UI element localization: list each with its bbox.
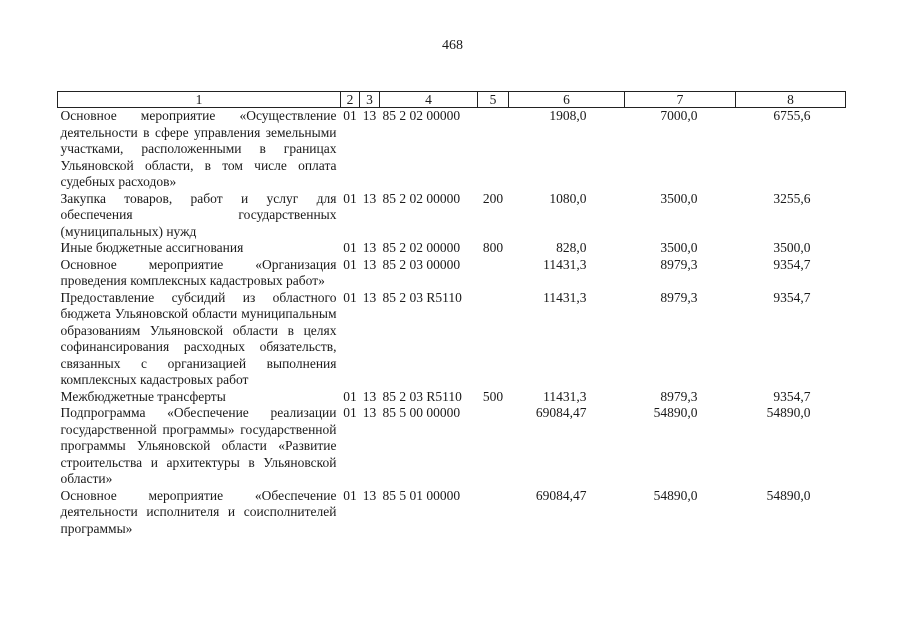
row-target-code: 85 2 03 R5110 — [382, 289, 462, 305]
row-value-6: 1908,0 — [549, 108, 587, 123]
row-value-7: 8979,3 — [660, 256, 698, 272]
row-expense-type — [478, 257, 509, 290]
table-row — [58, 405, 846, 488]
row-name: Иные бюджетные ассигнования — [60, 240, 244, 255]
row-subsection: 13 — [362, 240, 377, 255]
row-value-7: 3500,0 — [660, 190, 698, 206]
row-target-code: 85 2 03 00000 — [382, 256, 461, 272]
row-subsection: 13 — [362, 405, 377, 420]
row-value-8: 9354,7 — [773, 388, 811, 404]
row-target-code: 85 2 02 00000 — [382, 190, 461, 206]
row-name: Основное мероприятие «Осуществление деятельности в сфере управления земельными участками, расположенными в границах Ульяновской области, в том числе оплата судебных расходов» — [60, 108, 337, 189]
row-subsection: 13 — [362, 256, 377, 272]
row-value-6: 1080,0 — [549, 190, 587, 206]
page-number: 468 — [442, 38, 463, 53]
header-row — [58, 92, 846, 108]
row-section: 01 — [343, 289, 357, 305]
table-row — [58, 108, 846, 191]
row-name: Межбюджетные трансферты — [60, 388, 226, 404]
table-row — [58, 257, 846, 290]
row-name: Основное мероприятие «Организация проведения комплексных кадастровых работ» — [60, 256, 337, 288]
row-value-6: 69084,47 — [535, 405, 587, 420]
row-value-7: 54890,0 — [653, 487, 698, 503]
row-expense-type — [478, 405, 509, 488]
row-subsection: 13 — [362, 388, 377, 404]
row-target-code: 85 2 03 R5110 — [382, 388, 462, 404]
table-row — [58, 389, 846, 406]
row-target-code: 85 2 02 00000 — [382, 240, 461, 255]
column-header-2: 2 — [341, 92, 360, 108]
row-target-code: 85 2 02 00000 — [382, 108, 461, 123]
column-header-6: 6 — [509, 92, 625, 108]
row-value-7: 7000,0 — [660, 108, 698, 123]
budget-table — [57, 91, 846, 537]
row-subsection: 13 — [362, 190, 377, 206]
row-value-8: 54890,0 — [766, 487, 811, 503]
row-value-7: 3500,0 — [660, 240, 698, 255]
row-value-6: 828,0 — [556, 240, 587, 255]
row-expense-type — [478, 290, 509, 389]
row-target-code: 85 5 00 00000 — [382, 405, 461, 420]
row-expense-type: 500 — [482, 388, 504, 404]
row-section: 01 — [343, 487, 357, 503]
row-value-6: 11431,3 — [543, 388, 587, 404]
row-value-6: 11431,3 — [543, 289, 587, 305]
row-subsection: 13 — [362, 289, 377, 305]
row-value-8: 6755,6 — [773, 108, 811, 123]
row-name: Подпрограмма «Обеспечение реализации государственной программы» государственной программы Ульяновской области «Развитие строительства и архитектуры в Ульяновской области» — [60, 405, 337, 486]
row-value-8: 9354,7 — [773, 289, 811, 305]
column-header-5: 5 — [478, 92, 509, 108]
table-row — [58, 191, 846, 241]
row-value-8: 3255,6 — [773, 190, 811, 206]
row-expense-type — [478, 108, 509, 191]
row-expense-type — [478, 488, 509, 538]
row-value-7: 8979,3 — [660, 388, 698, 404]
row-value-8: 9354,7 — [773, 256, 811, 272]
table-row — [58, 290, 846, 389]
row-value-8: 54890,0 — [766, 405, 811, 420]
row-value-7: 54890,0 — [653, 405, 698, 420]
row-subsection: 13 — [362, 108, 377, 123]
row-section: 01 — [343, 256, 357, 272]
row-value-7: 8979,3 — [660, 289, 698, 305]
column-header-3: 3 — [360, 92, 380, 108]
row-section: 01 — [343, 108, 357, 123]
row-value-6: 69084,47 — [535, 487, 587, 503]
row-value-6: 11431,3 — [543, 256, 587, 272]
row-section: 01 — [343, 240, 357, 255]
column-header-1: 1 — [58, 92, 341, 108]
row-name: Закупка товаров, работ и услуг для обеспечения государственных (муниципальных) нужд — [60, 190, 337, 239]
row-section: 01 — [343, 190, 357, 206]
row-expense-type: 200 — [482, 190, 504, 206]
table-row — [58, 488, 846, 538]
column-header-7: 7 — [625, 92, 736, 108]
row-target-code: 85 5 01 00000 — [382, 487, 461, 503]
row-subsection: 13 — [362, 487, 377, 503]
table-row — [58, 240, 846, 257]
column-header-8: 8 — [736, 92, 846, 108]
row-section: 01 — [343, 405, 357, 420]
row-expense-type: 800 — [482, 240, 504, 255]
row-section: 01 — [343, 388, 357, 404]
row-name: Основное мероприятие «Обеспечение деятельности исполнителя и соисполнителей программы» — [60, 487, 337, 536]
row-name: Предоставление субсидий из областного бюджета Ульяновской области муниципальным образованиям Ульяновской области в целях софинансирования расходных обязательств, связанных с организацией выполнения комплексных кадастровых работ — [60, 289, 337, 387]
column-header-4: 4 — [380, 92, 478, 108]
row-value-8: 3500,0 — [773, 240, 811, 255]
